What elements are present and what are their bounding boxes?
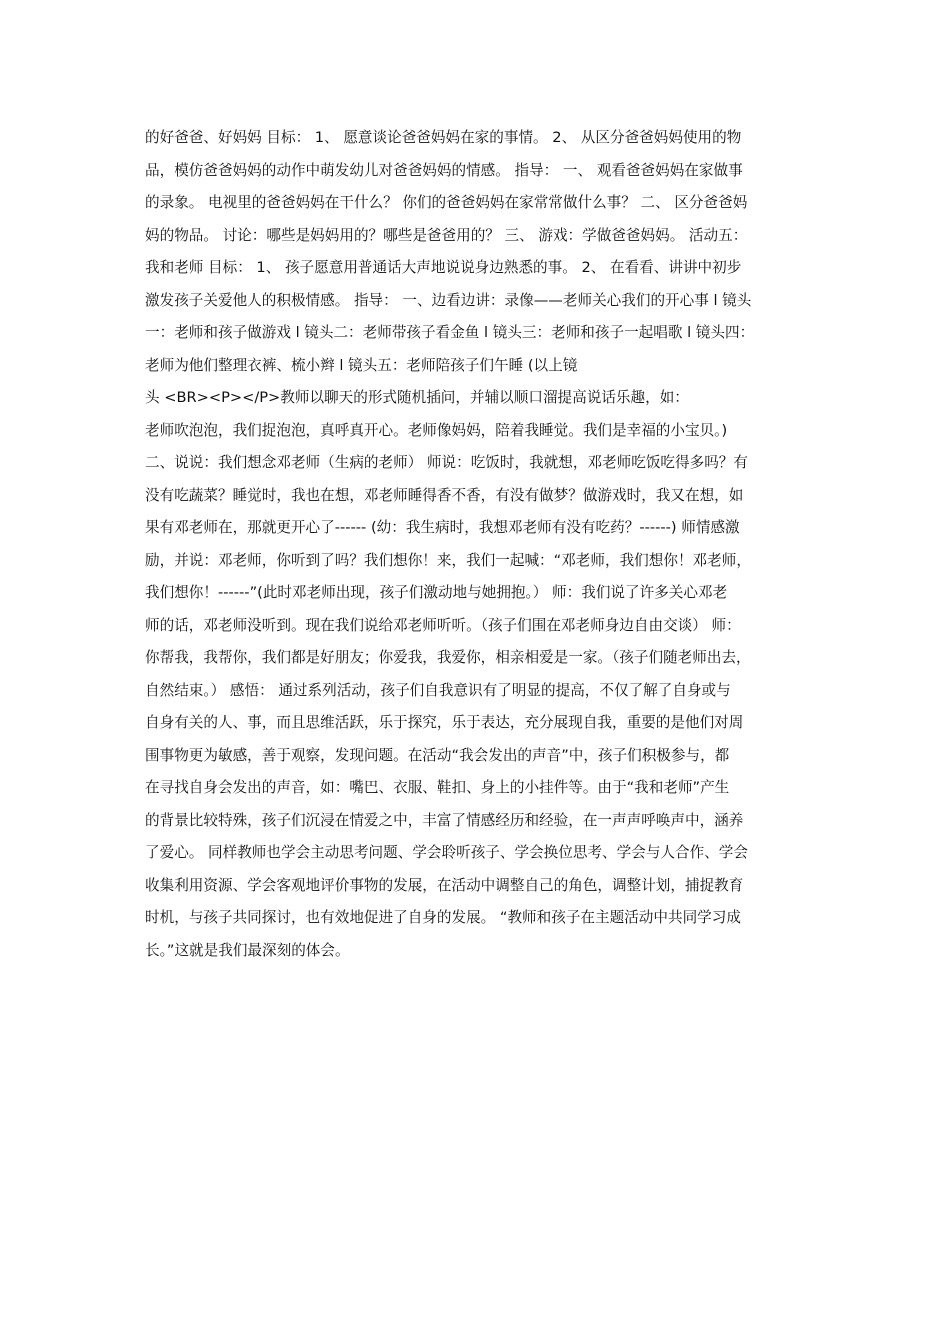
text-line: 一：老师和孩子做游戏 l 镜头二：老师带孩子看金鱼 l 镜头三：老师和孩子一起唱歌 l 镜头四： — [145, 324, 755, 341]
text-line: 我们想你！------”(此时邓老师出现，孩子们激动地与她拥抱。） 师：我们说了许多关心邓老 — [145, 584, 728, 601]
text-line: 了爱心。 同样教师也学会主动思考问题、学会聆听孩子、学会换位思考、学会与人合作、学会 — [145, 844, 748, 861]
text-line: 激发孩子关爱他人的积极情感。 指导： 一、边看边讲：录像——老师关心我们的开心事 l 镜头 — [145, 291, 752, 309]
text-line: 师的话，邓老师没听到。现在我们说给邓老师听听。（孩子们围在邓老师身边自由交谈） 师： — [145, 616, 741, 634]
text-line: 的背景比较特殊，孩子们沉浸在情爱之中，丰富了情感经历和经验，在一声声呼唤声中，涵养 — [145, 811, 744, 829]
text-line: 自然结束。） 感悟： 通过系列活动，孩子们自我意识有了明显的提高，不仅了解了自身或与 — [145, 681, 731, 699]
text-line: 老师为他们整理衣裤、梳小辫 l 镜头五：老师陪孩子们午睡 (以上镜 — [145, 356, 578, 374]
text-line: 长。”这就是我们最深刻的体会。 — [145, 941, 350, 959]
text-line: 二、说说：我们想念邓老师（生病的老师） 师说：吃饭时，我就想，邓老师吃饭吃得多吗？有 — [145, 454, 748, 471]
text-line: 在寻找自身会发出的声音，如：嘴巴、衣服、鞋扣、身上的小挂件等。由于“我和老师”产生 — [145, 779, 730, 796]
text-line: 励，并说：邓老师，你听到了吗？我们想你！来，我们一起喊：“邓老师，我们想你！邓老师， — [145, 551, 751, 569]
text-line: 围事物更为敏感，善于观察，发现问题。在活动“我会发出的声音”中，孩子们积极参与，都 — [145, 746, 730, 764]
text-line: 时机，与孩子共同探讨，也有效地促进了自身的发展。 “教师和孩子在主题活动中共同学习成 — [145, 909, 741, 926]
text-line: 果有邓老师在，那就更开心了------ (幼：我生病时，我想邓老师有没有吃药？------) 师情感激 — [145, 519, 740, 536]
text-line: 没有吃蔬菜？睡觉时，我也在想，邓老师睡得香不香，有没有做梦？做游戏时，我又在想，如 — [145, 486, 744, 504]
text-line: 妈的物品。 讨论：哪些是妈妈用的？哪些是爸爸用的？ 三、 游戏：学做爸爸妈妈。 活动五： — [145, 226, 748, 244]
text-line: 我和老师 目标： 1、 孩子愿意用普通话大声地说说身边熟悉的事。 2、 在看看、讲讲中初步 — [145, 259, 742, 276]
text-line: 的录象。 电视里的爸爸妈妈在干什么？ 你们的爸爸妈妈在家常常做什么事？ 二、 区分爸爸妈 — [145, 194, 748, 211]
text-line: 收集利用资源、学会客观地评价事物的发展，在活动中调整自己的角色，调整计划，捕捉教育 — [145, 876, 744, 894]
text-line: 品，模仿爸爸妈妈的动作中萌发幼儿对爸爸妈妈的情感。 指导： 一、 观看爸爸妈妈在家做事 — [145, 161, 743, 179]
text-line: 头 <BR><P></P>教师以聊天的形式随机插问，并辅以顺口溜提高说话乐趣，如： — [145, 389, 689, 406]
text-line: 你帮我，我帮你，我们都是好朋友；你爱我，我爱你，相亲相爱是一家。（孩子们随老师出去， — [145, 649, 751, 666]
text-line: 自身有关的人、事，而且思维活跃，乐于探究，乐于表达，充分展现自我，重要的是他们对周 — [145, 714, 744, 731]
document-body — [145, 122, 809, 967]
text-line: 的好爸爸、好妈妈 目标： 1、 愿意谈论爸爸妈妈在家的事情。 2、 从区分爸爸妈妈使用的物 — [145, 129, 742, 146]
text-line: 老师吹泡泡，我们捉泡泡，真呼真开心。老师像妈妈，陪着我睡觉。我们是幸福的小宝贝。) — [145, 421, 728, 439]
